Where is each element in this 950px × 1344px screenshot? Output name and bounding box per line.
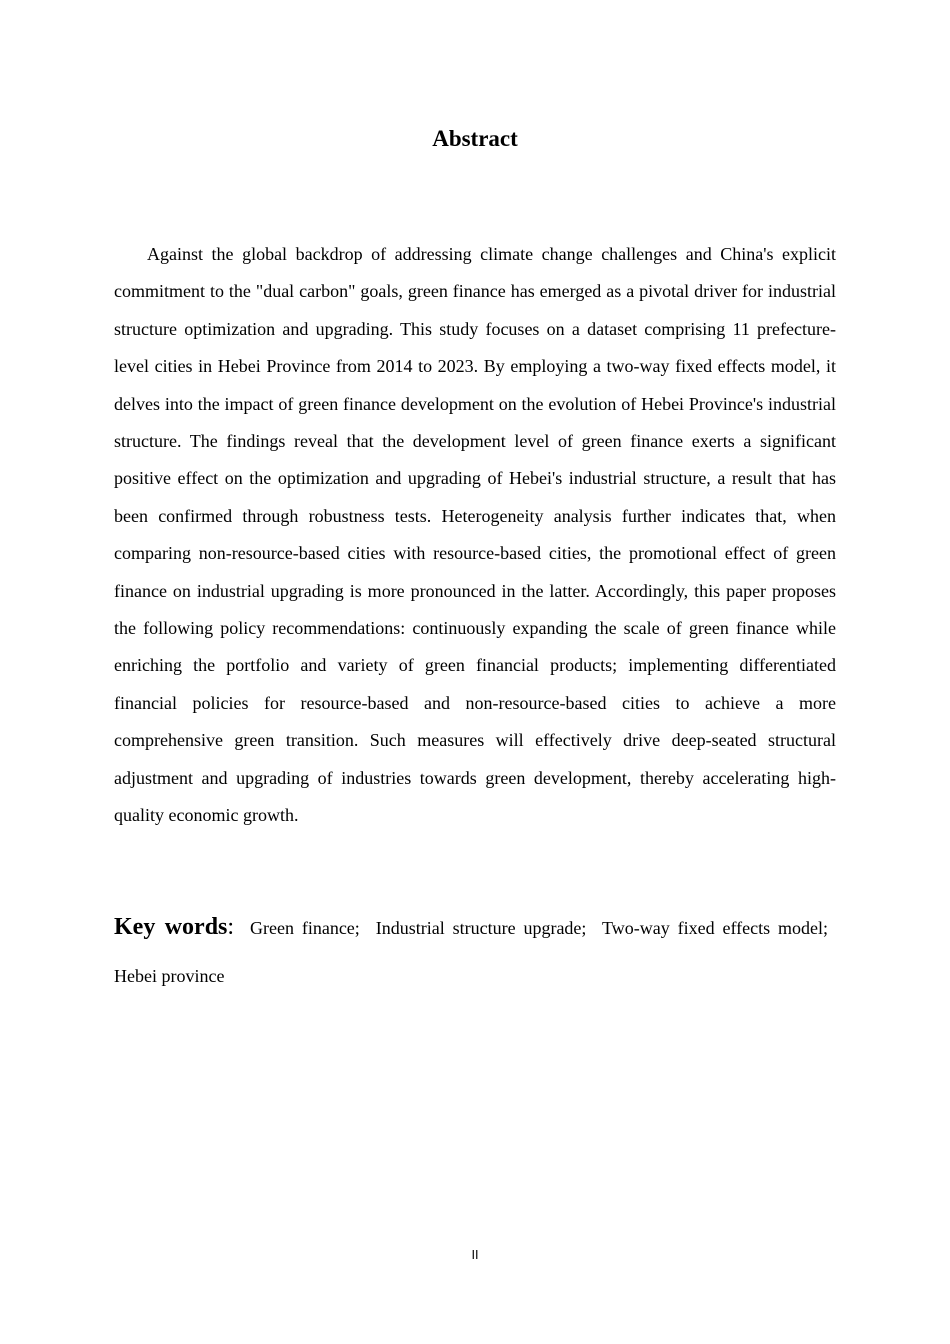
keyword-item: Hebei province bbox=[114, 966, 225, 986]
abstract-title: Abstract bbox=[432, 126, 518, 151]
keywords-section bbox=[114, 903, 836, 1000]
page-number: II bbox=[471, 1248, 479, 1262]
keywords-colon: : bbox=[227, 914, 235, 940]
keywords-label: Key words bbox=[114, 914, 228, 940]
keyword-item: Two-way fixed effects model; bbox=[602, 918, 829, 938]
abstract-body: Against the global backdrop of addressing climate change challenges and China's explicit commitment to the "dual carbon" goals, green finance has emerged as a pivotal driver for industrial structure optimization and upgrading. This study focuses on a dataset comprising 11 prefecture-level cities in Hebei Province from 2014 to 2023. By employing a two-way fixed effects model, it delves into the impact of green finance development on the evolution of Hebei Province's industrial structure. The findings reveal that the development level of green finance exerts a significant positive effect on the optimization and upgrading of Hebei's industrial structure, a result that has been confirmed through robustness tests. Heterogeneity analysis further indicates that, when comparing non-resource-based cities with resource-based cities, the promotional effect of green finance on industrial upgrading is more pronounced in the latter. Accordingly, this paper proposes the following policy recommendations: continuously expanding the scale of green finance while enriching the portfolio and variety of green financial products; implementing differentiated financial policies for resource-based and non-resource-based cities to achieve a more comprehensive green transition. Such measures will effectively drive deep-seated structural adjustment and upgrading of industries towards green development, thereby accelerating high-quality economic growth. bbox=[114, 244, 836, 826]
keyword-item: Green finance; bbox=[249, 918, 360, 938]
keyword-item: Industrial structure upgrade; bbox=[375, 918, 587, 938]
